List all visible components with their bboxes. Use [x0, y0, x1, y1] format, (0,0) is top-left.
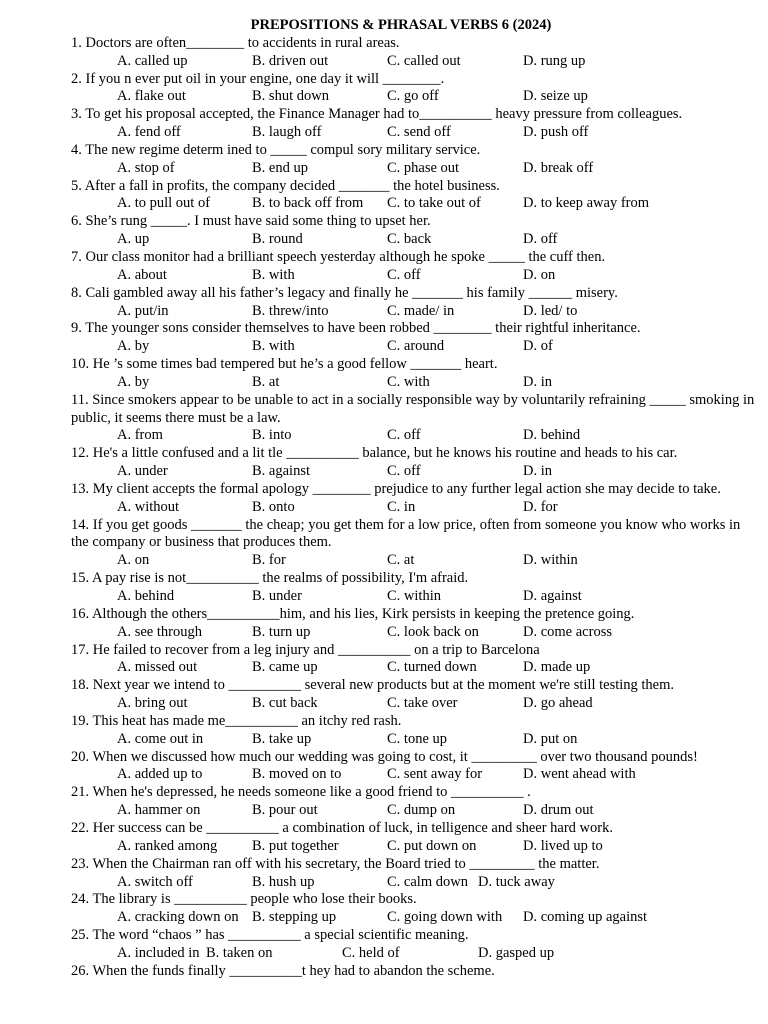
option-d: D. break off [523, 159, 594, 176]
option-b: B. into [252, 427, 292, 444]
options-row-14 [71, 552, 761, 570]
option-c: C. called out [387, 52, 461, 69]
question-9: 9. The younger sons consider themselves to have been robbed ________ their rightful inheritance. [71, 320, 641, 337]
option-c: C. at [387, 552, 415, 569]
option-d: D. lived up to [523, 837, 603, 854]
question-24: 24. The library is __________ people who lose their books. [71, 891, 417, 908]
options-row-2 [71, 88, 761, 106]
option-b: B. hush up [252, 873, 315, 890]
question-18: 18. Next year we intend to __________ several new products but at the moment we're still testing them. [71, 677, 675, 694]
option-c: C. turned down [387, 659, 477, 676]
option-c: C. calm down [387, 873, 468, 890]
options-row-16 [71, 624, 761, 642]
option-a: A. added up to [117, 766, 203, 783]
option-d: D. of [523, 338, 553, 355]
options-row-20 [71, 766, 761, 784]
option-d: D. in [523, 373, 552, 390]
option-b: B. under [252, 588, 302, 604]
option-c: C. off [387, 427, 421, 444]
option-b: B. put together [252, 837, 339, 854]
question-21: 21. When he's depressed, he needs someone like a good friend to __________ . [71, 784, 531, 801]
options-row-18 [71, 695, 761, 713]
option-b: B. turn up [252, 623, 311, 640]
option-a: A. see through [117, 623, 202, 640]
options-row-19 [71, 731, 761, 749]
option-a: A. cracking down on [117, 909, 239, 926]
option-d: D. drum out [523, 802, 594, 819]
option-c: C. made/ in [387, 302, 455, 319]
option-a: A. come out in [117, 730, 204, 747]
option-a: A. by [117, 338, 150, 355]
options-row-21 [71, 802, 761, 820]
question-5: 5. After a fall in profits, the company decided _______ the hotel business. [71, 177, 500, 194]
option-a: A. without [117, 498, 180, 515]
question-14: 14. If you get goods _______ the cheap; you get them for a low price, often from someone you know who works in the company or business that produces them. [71, 516, 744, 551]
question-20: 20. When we discussed how much our wedding was going to cost, it _________ over two thousand pounds! [71, 748, 698, 765]
option-d: D. on [523, 266, 556, 283]
option-a: A. about [117, 266, 167, 283]
option-c: C. take over [387, 695, 458, 712]
option-a: A. fend off [117, 124, 181, 141]
options-row-1 [71, 53, 761, 71]
option-c: C. held of [342, 944, 400, 961]
option-c: C. around [387, 338, 445, 355]
options-row-23 [71, 874, 761, 892]
option-d: D. behind [523, 427, 581, 444]
worksheet [71, 17, 761, 981]
options-row-17 [71, 659, 761, 677]
option-d: D. push off [523, 124, 589, 141]
options-row-24 [71, 909, 761, 927]
option-b: B. against [252, 463, 310, 480]
options-row-15 [71, 588, 761, 606]
option-c: C. off [387, 266, 421, 283]
question-1: 1. Doctors are often________ to accidents in rural areas. [71, 34, 400, 51]
option-a: A. to pull out of [117, 195, 211, 212]
option-a: A. flake out [117, 88, 186, 105]
option-b: B. to back off from [252, 195, 364, 212]
options-row-3 [71, 124, 761, 142]
options-row-22 [71, 838, 761, 856]
option-c: C. to take out of [387, 195, 481, 212]
option-d: D. to keep away from [523, 195, 650, 212]
options-row-4 [71, 160, 761, 178]
option-b: B. driven out [252, 52, 329, 69]
option-a: A. hammer on [117, 802, 201, 819]
options-row-6 [71, 231, 761, 249]
question-2: 2. If you n ever put oil in your engine, one day it will ________. [71, 70, 445, 87]
option-c: C. off [387, 463, 421, 480]
option-d: D. come across [523, 623, 612, 640]
options-row-5 [71, 195, 761, 213]
option-b: B. cut back [252, 695, 318, 712]
question-13: 13. My client accepts the formal apology ________ prejudice to any further legal action she may decide to take. [71, 480, 721, 497]
option-b: B. stepping up [252, 909, 337, 926]
option-a: A. stop of [117, 159, 175, 176]
option-d: D. go ahead [523, 695, 593, 712]
option-c: C. going down with [387, 909, 503, 926]
option-c: C. put down on [387, 837, 477, 854]
option-a: A. under [117, 463, 168, 480]
worksheet-title: PREPOSITIONS & PHRASAL VERBS 6 (2024) [250, 17, 552, 33]
option-c: C. tone up [387, 730, 448, 747]
question-7: 7. Our class monitor had a brilliant speech yesterday although he spoke _____ the cuff then. [71, 248, 606, 265]
option-a: A. by [117, 373, 150, 390]
question-12: 12. He's a little confused and a lit tle __________ balance, but he knows his routine and heads to his car. [71, 445, 678, 462]
option-b: B. round [252, 231, 303, 248]
option-c: C. sent away for [387, 766, 483, 783]
option-a: A. switch off [117, 873, 193, 890]
option-d: D. off [523, 231, 558, 248]
option-b: B. threw/into [252, 302, 329, 319]
option-d: D. for [523, 498, 558, 515]
option-c: C. dump on [387, 802, 456, 819]
option-c: C. back [387, 231, 432, 248]
option-b: B. shut down [252, 88, 329, 105]
options-row-7 [71, 267, 761, 285]
option-c: C. look back on [387, 623, 479, 640]
option-b: B. taken on [206, 944, 273, 961]
options-row-9 [71, 338, 761, 356]
option-b: B. onto [252, 498, 295, 515]
question-25: 25. The word “chaos ” has __________ a special scientific meaning. [71, 927, 469, 944]
option-b: B. for [252, 552, 286, 569]
options-row-8 [71, 303, 761, 321]
option-a: A. from [117, 427, 163, 444]
option-c: C. with [387, 373, 430, 390]
question-23: 23. When the Chairman ran off with his secretary, the Board tried to _________ the matter. [71, 855, 600, 872]
option-c: C. go off [387, 88, 439, 105]
option-d: D. gasped up [478, 944, 555, 961]
option-b: B. moved on to [252, 766, 342, 783]
options-row-25 [71, 945, 761, 963]
option-c: C. in [387, 498, 416, 515]
options-row-10 [71, 374, 761, 392]
option-b: B. take up [252, 730, 312, 747]
option-b: B. with [252, 338, 295, 355]
option-a: A. missed out [117, 659, 198, 676]
option-a: A. called up [117, 52, 188, 69]
question-16: 16. Although the others__________him, and his lies, Kirk persists in keeping the pretence going. [71, 605, 635, 622]
option-a: A. on [117, 552, 150, 569]
option-a: A. ranked among [117, 837, 218, 854]
option-d: D. rung up [523, 52, 586, 69]
options-row-12 [71, 463, 761, 481]
option-d: D. within [523, 552, 578, 569]
question-17: 17. He failed to recover from a leg injury and __________ on a trip to Barcelona [71, 641, 540, 658]
option-d: D. in [523, 463, 552, 480]
question-15: 15. A pay rise is not__________ the realms of possibility, I'm afraid. [71, 570, 469, 587]
option-b: B. at [252, 373, 280, 390]
question-8: 8. Cali gambled away all his father’s legacy and finally he _______ his family ______ misery. [71, 284, 618, 301]
option-d: D. put on [523, 730, 578, 747]
option-c: C. within [387, 588, 441, 604]
question-11: 11. Since smokers appear to be unable to act in a socially responsible way by voluntarily refraining _____ smoking in public, it seems there must be a law. [71, 391, 758, 426]
question-list [71, 35, 761, 981]
option-b: B. with [252, 266, 295, 283]
question-22: 22. Her success can be __________ a combination of luck, in telligence and sheer hard work. [71, 819, 613, 836]
option-c: C. phase out [387, 159, 460, 176]
option-b: B. end up [252, 159, 308, 176]
option-d: D. against [523, 588, 582, 604]
question-6: 6. She’s rung _____. I must have said some thing to upset her. [71, 213, 431, 230]
option-b: B. pour out [252, 802, 318, 819]
option-a: A. put/in [117, 302, 169, 319]
question-4: 4. The new regime determ ined to _____ compul sory military service. [71, 141, 481, 158]
question-19: 19. This heat has made me__________ an itchy red rash. [71, 712, 402, 729]
option-d: D. led/ to [523, 302, 578, 319]
option-a: A. behind [117, 588, 175, 604]
option-d: D. went ahead with [523, 766, 636, 783]
option-b: B. laugh off [252, 124, 322, 141]
option-d: D. tuck away [478, 873, 555, 890]
option-a: A. included in [117, 944, 200, 961]
question-3: 3. To get his proposal accepted, the Finance Manager had to__________ heavy pressure from colleagues. [71, 106, 683, 123]
question-10: 10. He ’s some times bad tempered but he’s a good fellow _______ heart. [71, 356, 498, 373]
options-row-11 [71, 427, 761, 445]
option-d: D. coming up against [523, 909, 648, 926]
option-d: D. seize up [523, 88, 588, 105]
option-b: B. came up [252, 659, 318, 676]
option-d: D. made up [523, 659, 591, 676]
option-a: A. up [117, 231, 150, 248]
option-c: C. send off [387, 124, 451, 141]
option-a: A. bring out [117, 695, 188, 712]
question-26: 26. When the funds finally __________t hey had to abandon the scheme. [71, 962, 495, 979]
options-row-13 [71, 499, 761, 517]
